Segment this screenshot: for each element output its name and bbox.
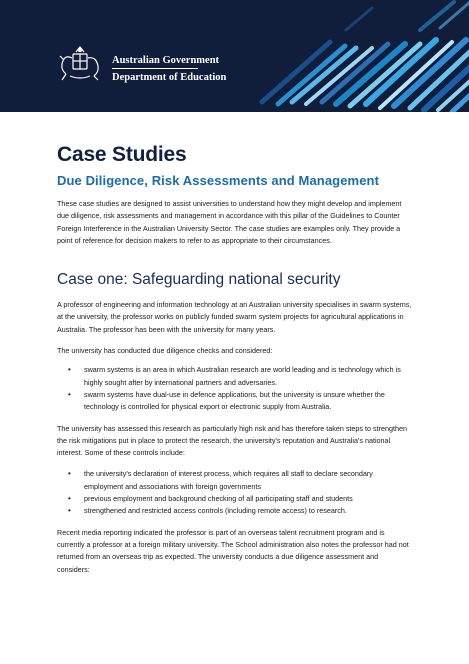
coat-of-arms-icon <box>56 44 104 84</box>
bullet-icon: • <box>68 506 71 516</box>
list-item <box>57 505 412 517</box>
case-one-heading: Case one: Safeguarding national security <box>57 271 341 289</box>
government-wordmark <box>112 55 226 84</box>
gov-name: Australian Government <box>112 55 220 66</box>
list-item <box>57 493 412 505</box>
list-item <box>57 389 412 414</box>
list-item-text: the university's declaration of interest process, which requires all staff to declare secondary employment and associations with foreign governments <box>84 469 373 491</box>
intro-paragraph: These case studies are designed to assist universities to understand how they might develop and implement due diligence, risk assessments and management in accordance with this pillar of the Guidelines to Counter Foreign Interference in the Australian University Sector. The case studies are examples only. They provide a point of reference for decision makers to refer to as appropriate to their circumstances. <box>57 199 402 245</box>
bullet-list-2 <box>57 468 412 517</box>
document-body <box>57 143 412 576</box>
list-item-text: previous employment and background checking of all participating staff and students <box>84 494 353 504</box>
bullet-icon: • <box>68 389 71 399</box>
list-item <box>57 468 412 493</box>
list-item <box>57 364 412 389</box>
bullet-icon: • <box>68 469 71 479</box>
bullet-icon: • <box>68 365 71 375</box>
paragraph-4: Recent media reporting indicated the professor is part of an overseas talent recruitment program and is currently a professor at a foreign military university. The School administration also notes the professor had not returned from an overseas trip as expected. The university conducts a due diligence assessment and considers: <box>57 527 409 574</box>
list-item-text: swarm systems is an area in which Australian research are world leading and is technology which is highly sought after by international partners and adversaries. <box>84 365 401 387</box>
list-item-text: swarm systems have dual-use in defence applications, but the university is unsure whether the technology is controlled for physical export or electronic supply from Australia. <box>84 389 385 412</box>
wordmark-divider <box>112 68 198 69</box>
page-title: Case Studies <box>57 143 187 166</box>
paragraph-3: The university has assessed this research as particularly high risk and has therefore taken steps to strengthen the risk mitigations put in place to protect the research, the university's reputation and Australia's national interest. Some of these controls include: <box>57 423 407 458</box>
list-item-text: strengthened and restricted access controls (including remote access) to research. <box>84 506 347 516</box>
page-subtitle: Due Diligence, Risk Assessments and Management <box>57 173 380 188</box>
department-name: Department of Education <box>112 72 227 83</box>
header-banner <box>0 0 469 112</box>
paragraph-2: The university has conducted due diligence checks and considered: <box>57 346 273 356</box>
bullet-icon: • <box>68 494 71 504</box>
bullet-list-1 <box>57 364 412 413</box>
paragraph-1: A professor of engineering and information technology at an Australian university specialises in swarm systems, at the university, the professor works on publicly funded swarm system projects for agricultural applications in Australia. The professor has been with the university for many years. <box>57 300 412 334</box>
